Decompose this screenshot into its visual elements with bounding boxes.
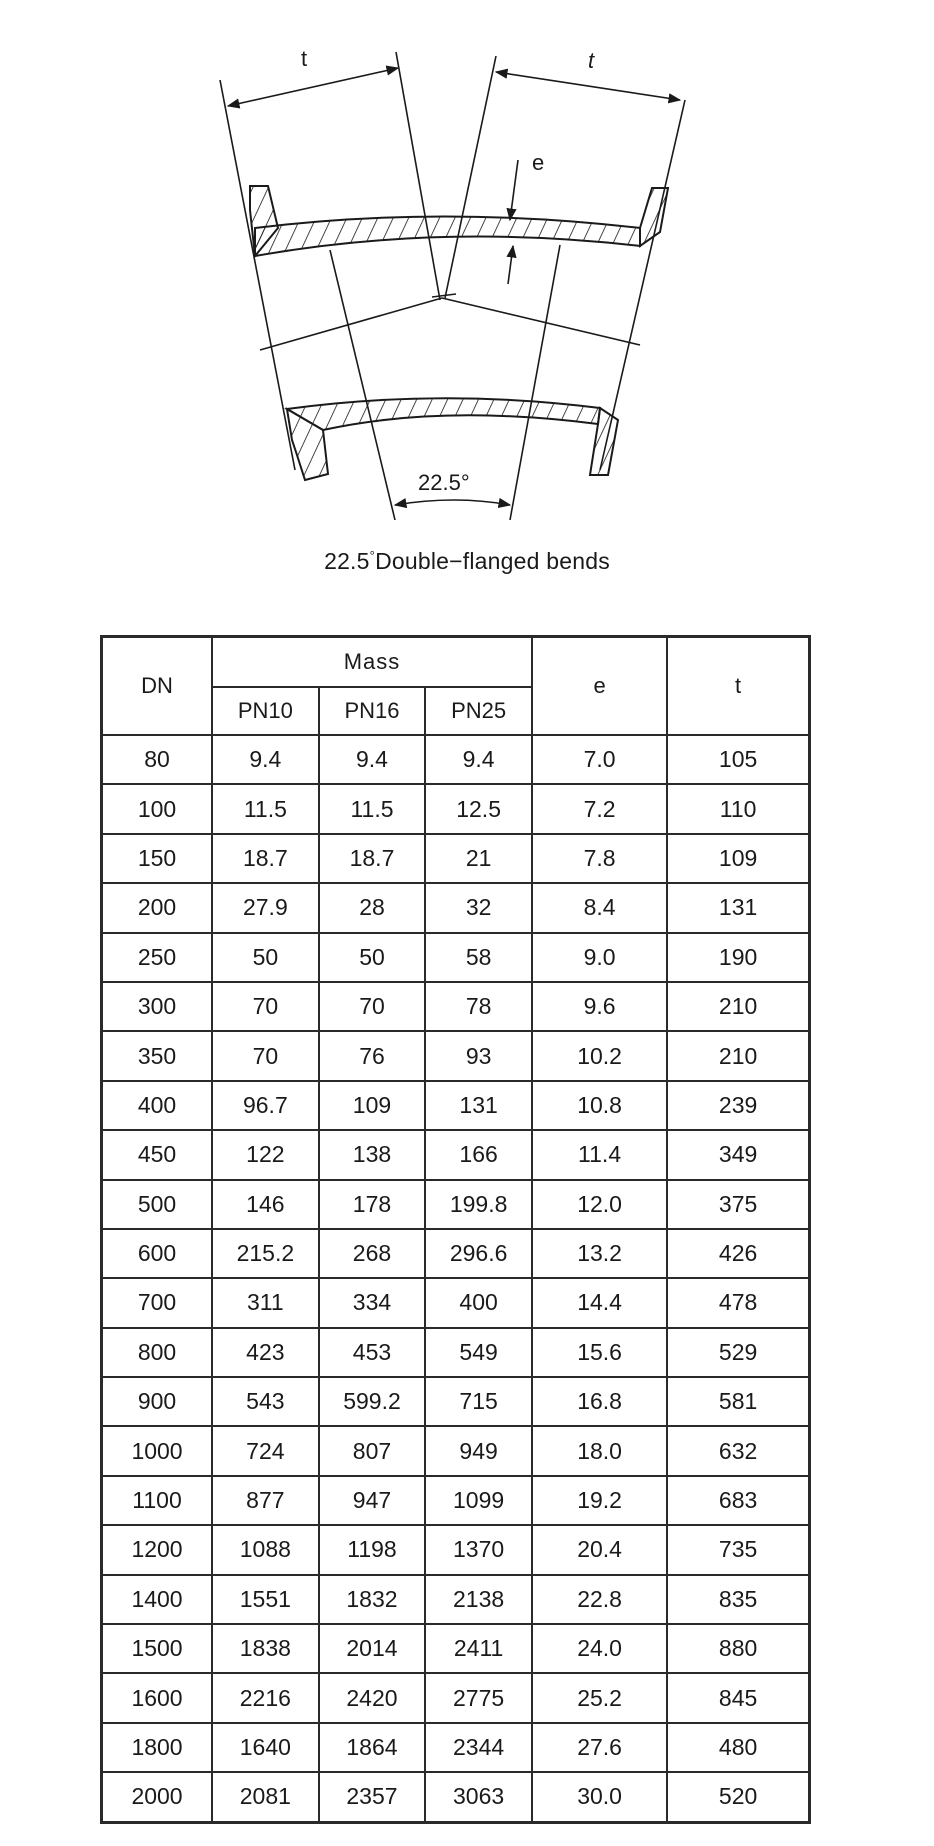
- cell-pn25: 12.5: [425, 784, 532, 833]
- cell-pn16: 18.7: [319, 834, 426, 883]
- cell-dn: 2000: [102, 1772, 213, 1822]
- cell-dn: 1500: [102, 1624, 213, 1673]
- cell-pn16: 2420: [319, 1673, 426, 1722]
- cell-t: 478: [667, 1278, 809, 1327]
- bend-technical-drawing: [0, 0, 934, 520]
- cell-pn16: 2357: [319, 1772, 426, 1822]
- dim-label-t-right: t: [588, 48, 595, 73]
- cell-pn10: 1088: [212, 1525, 319, 1574]
- cell-pn16: 9.4: [319, 735, 426, 784]
- cell-dn: 500: [102, 1180, 213, 1229]
- cell-pn10: 50: [212, 933, 319, 982]
- cell-t: 480: [667, 1723, 809, 1772]
- cell-pn25: 296.6: [425, 1229, 532, 1278]
- cell-t: 239: [667, 1081, 809, 1130]
- table-row: [102, 933, 810, 982]
- cell-t: 683: [667, 1476, 809, 1525]
- cell-t: 110: [667, 784, 809, 833]
- cell-t: 349: [667, 1130, 809, 1179]
- cell-pn10: 2081: [212, 1772, 319, 1822]
- table-row: [102, 735, 810, 784]
- cell-pn25: 1099: [425, 1476, 532, 1525]
- cell-t: 131: [667, 883, 809, 932]
- cell-dn: 900: [102, 1377, 213, 1426]
- cell-dn: 700: [102, 1278, 213, 1327]
- cell-dn: 1600: [102, 1673, 213, 1722]
- header-dn: DN: [102, 637, 213, 736]
- cell-dn: 600: [102, 1229, 213, 1278]
- degree-symbol: °: [369, 548, 376, 563]
- cell-t: 835: [667, 1575, 809, 1624]
- cell-pn16: 807: [319, 1426, 426, 1475]
- cell-pn25: 715: [425, 1377, 532, 1426]
- cell-e: 10.2: [532, 1031, 667, 1080]
- cell-pn10: 877: [212, 1476, 319, 1525]
- cell-t: 735: [667, 1525, 809, 1574]
- header-mass: Mass: [212, 637, 532, 688]
- cell-e: 8.4: [532, 883, 667, 932]
- cell-pn10: 724: [212, 1426, 319, 1475]
- cell-pn25: 949: [425, 1426, 532, 1475]
- dim-label-t-left: t: [301, 46, 308, 71]
- cell-e: 7.8: [532, 834, 667, 883]
- bottom-pipe-wall: [287, 398, 600, 430]
- table-row: [102, 1377, 810, 1426]
- cell-pn10: 146: [212, 1180, 319, 1229]
- cell-dn: 80: [102, 735, 213, 784]
- cell-pn25: 549: [425, 1328, 532, 1377]
- cell-e: 18.0: [532, 1426, 667, 1475]
- cell-dn: 400: [102, 1081, 213, 1130]
- cell-dn: 200: [102, 883, 213, 932]
- cell-pn25: 93: [425, 1031, 532, 1080]
- cell-pn16: 453: [319, 1328, 426, 1377]
- table-row: [102, 1525, 810, 1574]
- cell-t: 520: [667, 1772, 809, 1822]
- cell-t: 190: [667, 933, 809, 982]
- cell-dn: 150: [102, 834, 213, 883]
- cell-pn10: 1551: [212, 1575, 319, 1624]
- dim-label-e: e: [532, 150, 545, 175]
- table-row: [102, 1476, 810, 1525]
- cell-pn25: 199.8: [425, 1180, 532, 1229]
- cell-pn16: 11.5: [319, 784, 426, 833]
- cell-pn10: 311: [212, 1278, 319, 1327]
- cell-e: 12.0: [532, 1180, 667, 1229]
- cell-dn: 1200: [102, 1525, 213, 1574]
- cell-t: 426: [667, 1229, 809, 1278]
- header-pn25: PN25: [425, 687, 532, 735]
- cell-e: 16.8: [532, 1377, 667, 1426]
- cell-e: 25.2: [532, 1673, 667, 1722]
- cell-t: 375: [667, 1180, 809, 1229]
- cell-e: 7.2: [532, 784, 667, 833]
- cell-pn10: 1640: [212, 1723, 319, 1772]
- cell-pn10: 70: [212, 982, 319, 1031]
- table-row: [102, 1772, 810, 1822]
- cell-pn16: 76: [319, 1031, 426, 1080]
- table-row: [102, 784, 810, 833]
- cell-pn25: 2344: [425, 1723, 532, 1772]
- cell-e: 24.0: [532, 1624, 667, 1673]
- cell-pn16: 178: [319, 1180, 426, 1229]
- cell-pn16: 70: [319, 982, 426, 1031]
- cell-e: 9.6: [532, 982, 667, 1031]
- cell-pn25: 2138: [425, 1575, 532, 1624]
- cell-pn25: 400: [425, 1278, 532, 1327]
- cell-e: 9.0: [532, 933, 667, 982]
- table-body: [102, 735, 810, 1822]
- cell-dn: 1800: [102, 1723, 213, 1772]
- cell-dn: 100: [102, 784, 213, 833]
- caption-angle: 22.5: [324, 548, 370, 574]
- table-row: [102, 1180, 810, 1229]
- cell-pn16: 334: [319, 1278, 426, 1327]
- cell-pn10: 96.7: [212, 1081, 319, 1130]
- cell-pn16: 138: [319, 1130, 426, 1179]
- cell-pn25: 3063: [425, 1772, 532, 1822]
- cell-pn16: 1198: [319, 1525, 426, 1574]
- table-row: [102, 1031, 810, 1080]
- table-row: [102, 883, 810, 932]
- table-row: [102, 1130, 810, 1179]
- cell-e: 11.4: [532, 1130, 667, 1179]
- cell-pn25: 166: [425, 1130, 532, 1179]
- cell-t: 210: [667, 1031, 809, 1080]
- right-top-flange: [640, 188, 668, 246]
- header-pn10: PN10: [212, 687, 319, 735]
- table-row: [102, 1575, 810, 1624]
- table-row: [102, 1328, 810, 1377]
- cell-dn: 1400: [102, 1575, 213, 1624]
- cell-pn25: 131: [425, 1081, 532, 1130]
- cell-pn10: 27.9: [212, 883, 319, 932]
- cell-pn16: 28: [319, 883, 426, 932]
- cell-pn16: 2014: [319, 1624, 426, 1673]
- cell-dn: 800: [102, 1328, 213, 1377]
- cell-pn10: 122: [212, 1130, 319, 1179]
- cell-pn10: 18.7: [212, 834, 319, 883]
- cell-t: 581: [667, 1377, 809, 1426]
- cell-dn: 1000: [102, 1426, 213, 1475]
- table-row: [102, 1624, 810, 1673]
- cell-dn: 450: [102, 1130, 213, 1179]
- cell-pn16: 268: [319, 1229, 426, 1278]
- cell-pn10: 543: [212, 1377, 319, 1426]
- cell-pn25: 2775: [425, 1673, 532, 1722]
- cell-e: 27.6: [532, 1723, 667, 1772]
- cell-t: 105: [667, 735, 809, 784]
- cell-e: 20.4: [532, 1525, 667, 1574]
- header-t: t: [667, 637, 809, 736]
- cell-pn10: 423: [212, 1328, 319, 1377]
- cell-pn10: 11.5: [212, 784, 319, 833]
- cell-pn25: 1370: [425, 1525, 532, 1574]
- cell-dn: 300: [102, 982, 213, 1031]
- cell-e: 15.6: [532, 1328, 667, 1377]
- table-row: [102, 1723, 810, 1772]
- table-row: [102, 834, 810, 883]
- cell-pn10: 9.4: [212, 735, 319, 784]
- cell-pn25: 78: [425, 982, 532, 1031]
- header-e: e: [532, 637, 667, 736]
- cell-pn10: 70: [212, 1031, 319, 1080]
- cell-pn10: 2216: [212, 1673, 319, 1722]
- cell-pn16: 50: [319, 933, 426, 982]
- cell-e: 22.8: [532, 1575, 667, 1624]
- cell-e: 13.2: [532, 1229, 667, 1278]
- cell-e: 30.0: [532, 1772, 667, 1822]
- cell-pn16: 1864: [319, 1723, 426, 1772]
- cell-pn16: 1832: [319, 1575, 426, 1624]
- bend-spec-table: [100, 635, 811, 1824]
- cell-pn25: 32: [425, 883, 532, 932]
- table-row: [102, 1673, 810, 1722]
- cell-pn16: 947: [319, 1476, 426, 1525]
- cell-pn25: 21: [425, 834, 532, 883]
- cell-dn: 250: [102, 933, 213, 982]
- cell-dn: 1100: [102, 1476, 213, 1525]
- cell-e: 19.2: [532, 1476, 667, 1525]
- cell-t: 529: [667, 1328, 809, 1377]
- cell-pn16: 599.2: [319, 1377, 426, 1426]
- cell-t: 109: [667, 834, 809, 883]
- cell-t: 632: [667, 1426, 809, 1475]
- header-pn16: PN16: [319, 687, 426, 735]
- figure-caption: [0, 548, 934, 575]
- cell-dn: 350: [102, 1031, 213, 1080]
- cell-pn10: 1838: [212, 1624, 319, 1673]
- cell-t: 210: [667, 982, 809, 1031]
- table-row: [102, 1278, 810, 1327]
- table-row: [102, 1426, 810, 1475]
- cell-pn16: 109: [319, 1081, 426, 1130]
- dim-label-angle: 22.5°: [418, 470, 470, 495]
- cell-e: 10.8: [532, 1081, 667, 1130]
- top-pipe-wall: [255, 217, 640, 257]
- cell-pn25: 58: [425, 933, 532, 982]
- cell-pn10: 215.2: [212, 1229, 319, 1278]
- cell-t: 880: [667, 1624, 809, 1673]
- cell-pn25: 2411: [425, 1624, 532, 1673]
- caption-text: Double−flanged bends: [375, 548, 610, 574]
- table-row: [102, 982, 810, 1031]
- cell-pn25: 9.4: [425, 735, 532, 784]
- table-row: [102, 1081, 810, 1130]
- cell-e: 14.4: [532, 1278, 667, 1327]
- cell-t: 845: [667, 1673, 809, 1722]
- table-row: [102, 1229, 810, 1278]
- cell-e: 7.0: [532, 735, 667, 784]
